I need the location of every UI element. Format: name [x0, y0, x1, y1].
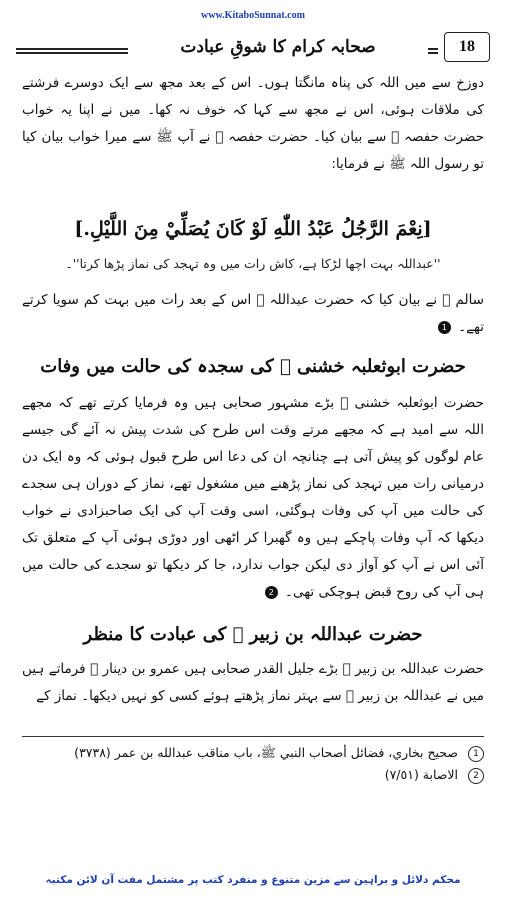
footnote-item — [22, 764, 484, 786]
footnotes — [22, 742, 484, 786]
quote-translation: ''عبداللہ بہت اچھا لڑکا ہے، کاش رات میں وہ تہجد کی نماز پڑھا کرتا''۔ — [65, 256, 441, 271]
paragraph-1: دوزخ سے میں اللہ کی پناہ مانگتا ہوں۔ اس کے بعد مجھ سے ایک دوسرے فرشتے کی ملاقات ہوئی، اس نے مجھ سے کہا کہ خوف نہ کھا۔ میں نے اپنا یہ خواب حضرت حفصہ ﷞ سے بیان کیا۔ حضرت حفصہ ﷞ نے آپ ﷺ سے میرا خواب بیان کیا تو رسول اللہ ﷺ نے فرمایا: — [22, 75, 484, 172]
footnote-divider — [22, 736, 484, 737]
paragraph-2-text: سالم ﷬ نے بیان کیا کہ حضرت عبداللہ ﷜ اس کے بعد رات میں بہت کم سویا کرتے تھے۔ — [22, 292, 484, 335]
footnote-marker-1: 1 — [438, 321, 451, 334]
paragraph-4: حضرت عبداللہ بن زبیر ﷜ بڑے جلیل القدر صحابی ہیں عمرو بن دینار ﷬ فرماتے ہیں میں نے عبداللہ بن زبیر ﷜ سے بہتر نماز پڑھتے ہوئے کسی کو نہیں دیکھا۔ نماز کے — [22, 661, 484, 704]
running-title: صحابہ کرام کا شوقِ عبادت — [180, 36, 376, 57]
footnote-marker-2: 2 — [265, 586, 278, 599]
paragraph-2 — [22, 287, 484, 341]
footnote-item — [22, 742, 484, 764]
section-heading-1: حضرت ابوثعلبہ خشنی ﷜ کی سجدہ کی حالت میں وفات — [40, 356, 466, 377]
footnote-text: الاصابة (٧/٥١) — [384, 767, 458, 782]
page-number: 18 — [444, 32, 490, 62]
bottom-banner: محکم دلائل و براہین سے مزین متنوع و منفرد کتب پر مشتمل مفت آن لائن مکتبہ — [45, 874, 461, 886]
paragraph-3-text: حضرت ابوثعلبہ خشنی ﷜ بڑے مشہور صحابی ہیں وہ فرمایا کرتے تھے کہ مجھے اللہ سے امید ہے کہ مجھے مرتے وقت اس طرح کی شدت پیش نہ آئے گی جیسے عام لوگوں کو پیش آتی ہے چنانچہ ان کی دعا اس طرح قبول ہوئی کہ وہ ایک دن درمیانی رات میں تہجد کی نماز پڑھنے میں مشغول تھے، نماز کے دوران ہی سجدے کی حالت میں آپ کی وفات ہوگئی، اسی وقت آپ کی ایک صاحبزادی نے خواب دیکھا کہ آپ وفات پاچکے ہیں وہ گھبرا کر اٹھی اور دوڑی ہوئی آپ کے متعلق تک آئی اس نے آپ کو آواز دی لیکن جواب ندارد، جا کر دیکھا تو سجدے کی حالت میں ہی آپ کی روح قبض ہوچکی تھی۔ — [22, 395, 484, 600]
site-url: www.KitaboSunnat.com — [201, 10, 305, 21]
page-header — [16, 30, 490, 62]
section-heading-2: حضرت عبداللہ بن زبیر ﷜ کی عبادت کا منظر — [83, 624, 423, 645]
footnote-number: 1 — [468, 746, 484, 762]
paragraph-3 — [22, 390, 484, 606]
arabic-hadith-quote: [نِعْمَ الرَّجُلُ عَبْدُ اللّٰهِ لَوْ كَانَ يُصَلِّيْ مِنَ اللَّيْلِ.] — [74, 218, 432, 240]
footnote-text: صحيح بخاري، فضائل أصحاب النبي ﷺ، باب مناقب عبدالله بن عمر (٣٧٣٨) — [74, 745, 458, 760]
footnote-number: 2 — [468, 768, 484, 784]
